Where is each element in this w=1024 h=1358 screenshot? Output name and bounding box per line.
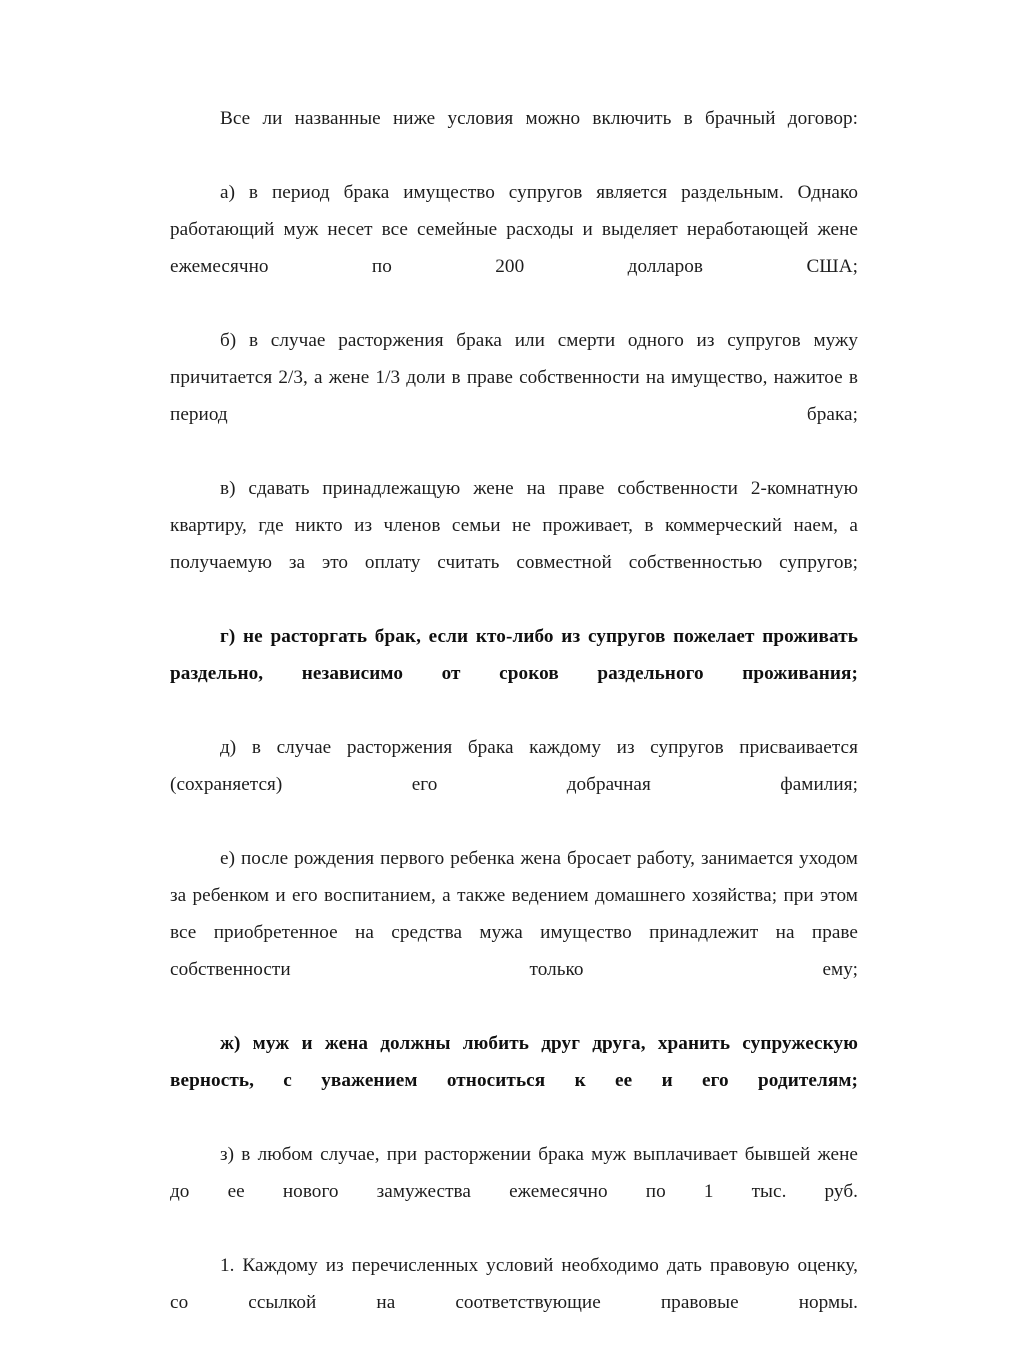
paragraph-item-v: в) сдавать принадлежащую жене на праве собственности 2-комнатную квартиру, где никто из членов семьи не проживает, в коммерческий наем, а получаемую за это оплату считать совместной собственностью супругов; xyxy=(170,478,858,573)
document-text-body xyxy=(170,100,858,1358)
paragraph-item-d: д) в случае расторжения брака каждому из супругов присваивается (сохраняется) его добрачная фамилия; xyxy=(170,737,858,795)
paragraph-item-b: б) в случае расторжения брака или смерти одного из супругов мужу причитается 2/3, а жене 1/3 доли в праве собственности на имущество, нажитое в период брака; xyxy=(170,330,858,425)
paragraph-intro: Все ли названные ниже условия можно включить в брачный договор: xyxy=(220,108,858,129)
paragraph-item-a: а) в период брака имущество супругов является раздельным. Однако работающий муж несет все семейные расходы и выделяет неработающей жене ежемесячно по 200 долларов США; xyxy=(170,182,858,277)
paragraph-task-1: 1. Каждому из перечисленных условий необходимо дать правовую оценку, со ссылкой на соответствующие правовые нормы. xyxy=(170,1255,858,1313)
paragraph-item-z: з) в любом случае, при расторжении брака муж выплачивает бывшей жене до ее нового замужества ежемесячно по 1 тыс. руб. xyxy=(170,1144,858,1202)
paragraph-item-g: г) не расторгать брак, если кто-либо из супругов пожелает проживать раздельно, независимо от сроков раздельного проживания; xyxy=(170,626,858,684)
paragraph-item-e: е) после рождения первого ребенка жена бросает работу, занимается уходом за ребенком и его воспитанием, а также ведением домашнего хозяйства; при этом все приобретенное на средства мужа имущество принадлежит на праве собственности только ему; xyxy=(170,848,858,980)
paragraph-item-zh: ж) муж и жена должны любить друг друга, хранить супружескую верность, с уважением относиться к ее и его родителям; xyxy=(170,1033,858,1091)
